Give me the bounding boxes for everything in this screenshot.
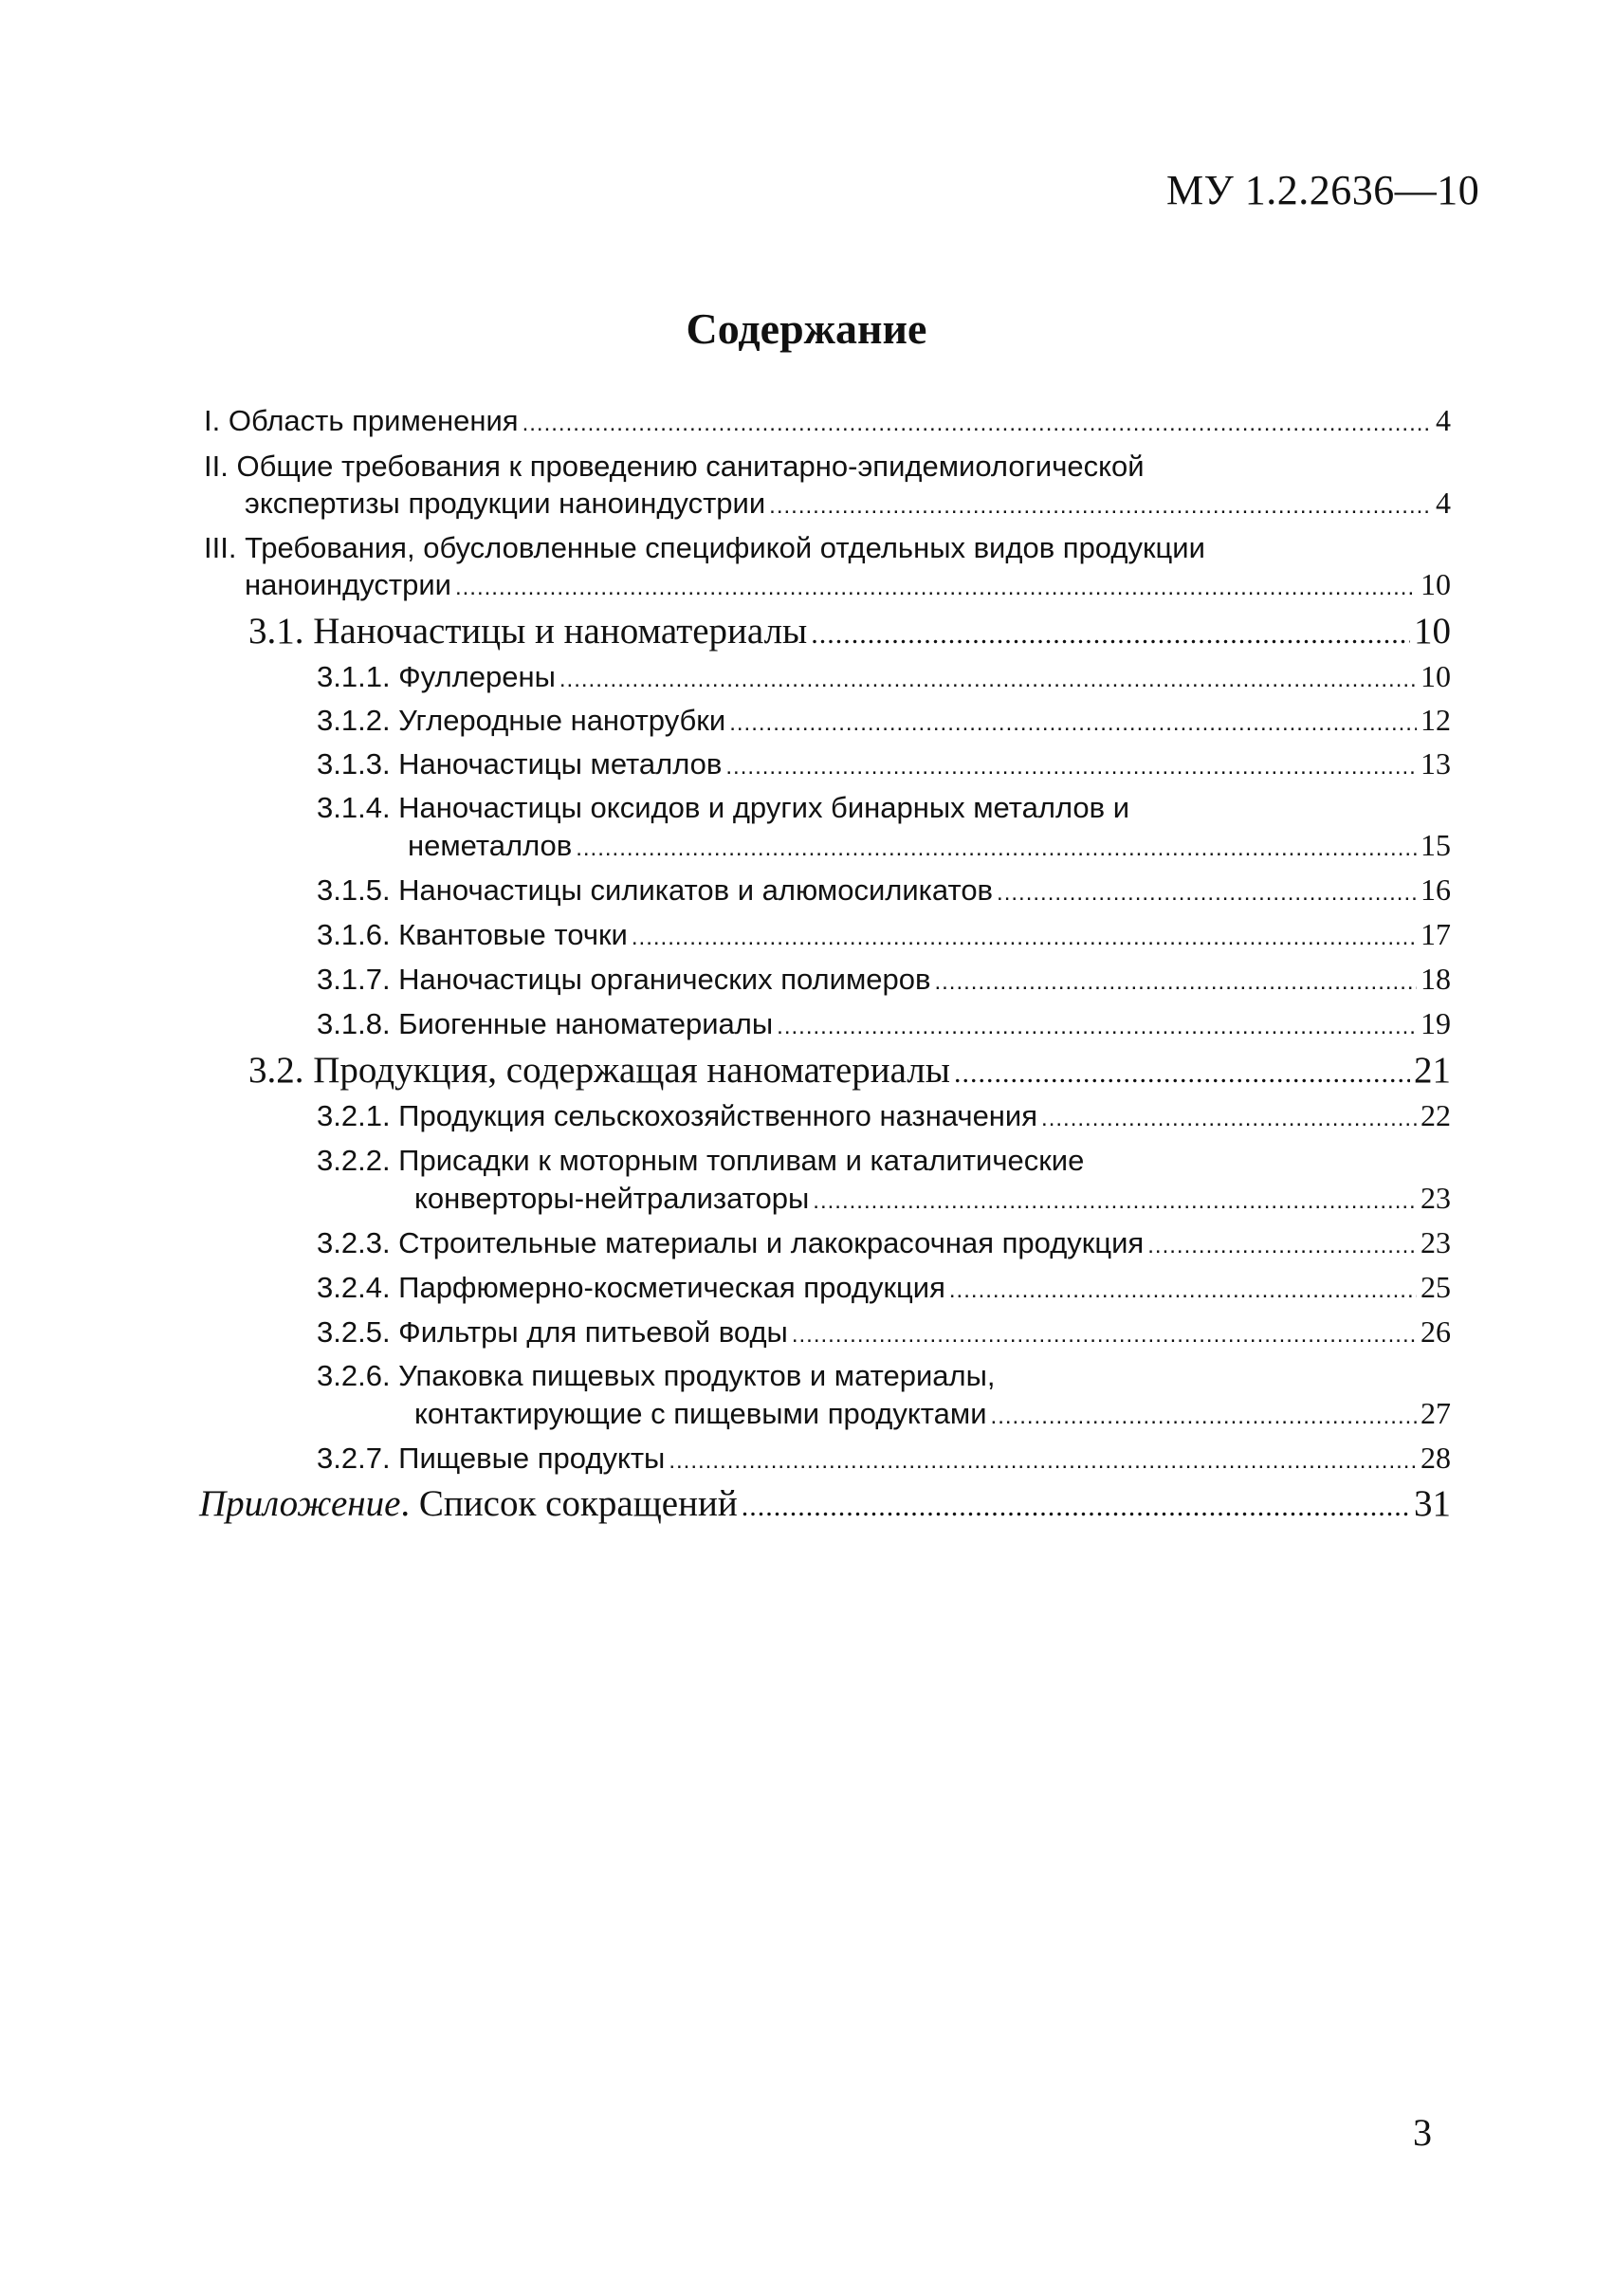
leader-dots: [954, 1057, 1410, 1090]
leader-dots: [811, 618, 1410, 651]
toc-entry-3-1-1[interactable]: [317, 659, 1451, 694]
toc-entry-label: 3.1.2. Углеродные нанотрубки: [317, 704, 726, 737]
toc-entry-3-2-5[interactable]: [317, 1314, 1451, 1350]
leader-dots: [729, 710, 1417, 737]
toc-title: Содержание: [686, 304, 927, 353]
toc-entry-label: . Список сокращений: [400, 1483, 738, 1524]
toc-entry-3-1-7[interactable]: [317, 962, 1451, 997]
leader-dots: [777, 1014, 1417, 1040]
toc-entry-label: 3.2.1. Продукция сельскохозяйственного назначения: [317, 1099, 1038, 1132]
toc-entry-page: 19: [1421, 1006, 1451, 1040]
toc-entry-page: 21: [1414, 1050, 1451, 1091]
toc-entry-label: 3.2.7. Пищевые продукты: [317, 1442, 666, 1475]
leader-dots: [559, 667, 1417, 693]
toc-entry-3-2-4[interactable]: [317, 1270, 1451, 1305]
toc-entry-3-1-8[interactable]: [317, 1006, 1451, 1041]
toc-entry-page: 17: [1421, 917, 1451, 951]
toc-entry-label: I. Область применения: [204, 404, 519, 437]
toc-entry-label-cont: экспертизы продукции наноиндустрии: [245, 487, 766, 520]
toc-entry-label: 3.1. Наночастицы и наноматериалы: [248, 611, 808, 652]
toc-entry-page: 4: [1436, 403, 1451, 437]
toc-entry-page: 12: [1421, 703, 1451, 737]
leader-dots: [669, 1448, 1417, 1475]
toc-entry-label-cont: конверторы-нейтрализаторы: [414, 1182, 810, 1215]
toc-entry-page: 23: [1421, 1181, 1451, 1215]
toc-entry-3-1-3[interactable]: [317, 746, 1451, 781]
leader-dots: [991, 1404, 1417, 1430]
toc-entry-page: 13: [1421, 746, 1451, 781]
document-code: МУ 1.2.2636—10: [1166, 167, 1480, 213]
toc-entry-3-2-2[interactable]: [414, 1181, 1451, 1216]
toc-entry-label-cont: контактирующие с пищевыми продуктами: [414, 1397, 987, 1430]
toc-entry-3-2[interactable]: [248, 1049, 1451, 1092]
leader-dots: [813, 1188, 1417, 1215]
toc-entry-page: 27: [1421, 1396, 1451, 1430]
leader-dots: [997, 880, 1417, 907]
toc-entry-3-1-4-line-1[interactable]: 3.1.4. Наночастицы оксидов и других бинарных металлов и: [317, 791, 1130, 824]
leader-dots: [769, 493, 1432, 520]
leader-dots: [455, 575, 1417, 601]
toc-entry-page: 10: [1421, 659, 1451, 693]
toc-entry-3-2-2-line-1[interactable]: 3.2.2. Присадки к моторным топливам и каталитические: [317, 1144, 1085, 1177]
toc-entry-section-2[interactable]: [245, 486, 1451, 521]
toc-entry-label-italic: Приложение: [199, 1483, 401, 1524]
toc-entry-label: 3.2.4. Парфюмерно-косметическая продукция: [317, 1271, 945, 1304]
toc-entry-3-1-6[interactable]: [317, 917, 1451, 952]
leader-dots: [1147, 1233, 1417, 1259]
leader-dots: [792, 1322, 1417, 1349]
toc-entry-page: 26: [1421, 1314, 1451, 1349]
toc-entry-label: 3.2.3. Строительные материалы и лакокрасочная продукция: [317, 1226, 1145, 1259]
leader-dots: [1041, 1106, 1417, 1132]
toc-entry-page: 10: [1421, 567, 1451, 601]
toc-entry-section-3[interactable]: [245, 567, 1451, 602]
toc-entry-page: 28: [1421, 1441, 1451, 1475]
toc-entry-section-2-line-1[interactable]: II. Общие требования к проведению санитарно-эпидемиологической: [204, 450, 1145, 483]
toc-entry-section-1[interactable]: [204, 403, 1451, 438]
toc-entry-3-1-2[interactable]: [317, 703, 1451, 738]
toc-entry-page: 4: [1436, 486, 1451, 520]
toc-entry-page: 18: [1421, 962, 1451, 996]
toc-entry-label-cont: наноиндустрии: [245, 568, 451, 601]
toc-entry-3-2-3[interactable]: [317, 1225, 1451, 1260]
toc-entry-label-cont: неметаллов: [408, 829, 573, 862]
leader-dots: [522, 411, 1432, 437]
toc-entry-3-2-7[interactable]: [317, 1441, 1451, 1476]
toc-entry-label: 3.1.7. Наночастицы органических полимеров: [317, 963, 931, 996]
toc-entry-page: 25: [1421, 1270, 1451, 1304]
leader-dots: [725, 754, 1417, 781]
toc-entry-3-2-1[interactable]: [317, 1098, 1451, 1133]
toc-entry-appendix[interactable]: [199, 1482, 1451, 1525]
toc-entry-label: 3.1.5. Наночастицы силикатов и алюмосиликатов: [317, 873, 994, 907]
toc-entry-label: 3.2. Продукция, содержащая наноматериалы: [248, 1050, 950, 1091]
toc-entry-page: 31: [1414, 1483, 1451, 1524]
toc-entry-3-1-4[interactable]: [408, 828, 1451, 863]
leader-dots: [576, 836, 1417, 862]
leader-dots: [949, 1277, 1417, 1304]
leader-dots: [742, 1491, 1410, 1523]
toc-entry-label: 3.1.1. Фуллерены: [317, 660, 556, 693]
toc-entry-page: 22: [1421, 1098, 1451, 1132]
toc-entry-3-1[interactable]: [248, 610, 1451, 652]
toc-entry-label: 3.1.6. Квантовые точки: [317, 918, 628, 951]
toc-entry-page: 23: [1421, 1225, 1451, 1259]
page-number: 3: [1413, 2111, 1432, 2154]
toc-entry-3-2-6-line-1[interactable]: 3.2.6. Упаковка пищевых продуктов и материалы,: [317, 1359, 996, 1392]
toc-entry-section-3-line-1[interactable]: III. Требования, обусловленные спецификой отдельных видов продукции: [204, 531, 1205, 564]
leader-dots: [934, 969, 1417, 996]
toc-entry-page: 10: [1414, 611, 1451, 652]
toc-entry-label: 3.1.3. Наночастицы металлов: [317, 747, 723, 781]
toc-entry-3-2-6[interactable]: [414, 1396, 1451, 1431]
leader-dots: [632, 925, 1417, 951]
toc-entry-label: 3.2.5. Фильтры для питьевой воды: [317, 1315, 788, 1349]
toc-entry-3-1-5[interactable]: [317, 872, 1451, 908]
toc-entry-page: 16: [1421, 872, 1451, 907]
toc-entry-label: 3.1.8. Биогенные наноматериалы: [317, 1007, 774, 1040]
toc-entry-page: 15: [1421, 828, 1451, 862]
